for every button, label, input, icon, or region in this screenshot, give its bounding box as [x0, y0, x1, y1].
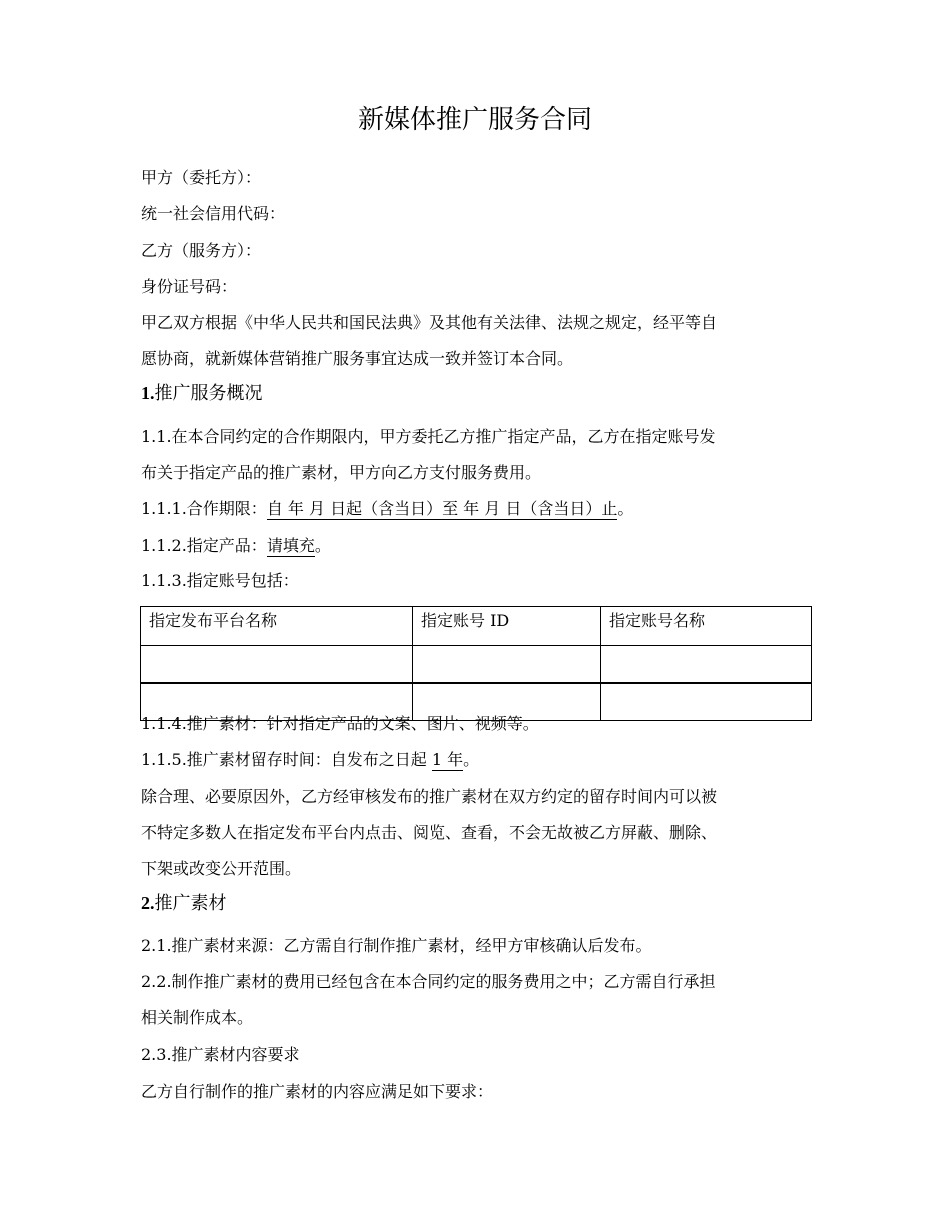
header-account-name: 指定账号名称 — [601, 607, 812, 646]
section-2-heading — [141, 892, 227, 915]
table-header-row — [141, 607, 812, 646]
clause-2-1: 2.1.推广素材来源：乙方需自行制作推广素材，经甲方审核确认后发布。 — [141, 936, 652, 955]
clause-2-2-line-1: 2.2.制作推广素材的费用已经包含在本合同约定的服务费用之中；乙方需自行承担 — [141, 972, 716, 991]
clause-1-1-2 — [141, 536, 331, 556]
clause-1-1-5 — [141, 750, 479, 770]
section-2-number: 2. — [141, 893, 155, 913]
clause-1-1-1 — [141, 499, 633, 519]
retention-para-line-2: 不特定多数人在指定发布平台内点击、阅览、查看，不会无故被乙方屏蔽、删除、 — [141, 823, 718, 842]
retention-period-field: 1 年 — [431, 750, 464, 769]
clause-1-1-line-2: 布关于指定产品的推广素材，甲方向乙方支付服务费用。 — [141, 463, 542, 482]
section-1-title: 推广服务概况 — [154, 383, 263, 404]
document-title: 新媒体推广服务合同 — [357, 105, 592, 135]
clause-1-1-1-end: 。 — [617, 499, 634, 518]
clause-1-1-2-end: 。 — [314, 536, 331, 555]
party-b-line: 乙方（服务方）： — [141, 241, 262, 260]
table-cell — [141, 646, 413, 684]
retention-para-line-1: 除合理、必要原因外，乙方经审核发布的推广素材在双方约定的留存时间内可以被 — [141, 787, 718, 806]
section-1-number: 1. — [141, 383, 155, 403]
clause-1-1-5-label: 1.1.5.推广素材留存时间：自发布之日起 — [141, 750, 432, 769]
table-row — [141, 646, 812, 684]
preamble-line-2: 愿协商，就新媒体营销推广服务事宜达成一致并签订本合同。 — [141, 349, 574, 368]
table-cell — [413, 646, 601, 684]
section-2-title: 推广素材 — [154, 893, 227, 914]
table-cell — [601, 646, 812, 684]
clause-2-3-body: 乙方自行制作的推广素材的内容应满足如下要求： — [141, 1082, 494, 1101]
party-a-line: 甲方（委托方）： — [141, 168, 262, 187]
clause-1-1-1-label: 1.1.1.合作期限： — [141, 499, 267, 518]
cooperation-period-field: 自 年 月 日起（含当日）至 年 月 日（含当日）止 — [266, 499, 618, 518]
retention-para-line-3: 下架或改变公开范围。 — [141, 859, 302, 878]
id-number-line: 身份证号码： — [141, 277, 238, 296]
section-1-heading — [141, 382, 263, 405]
clause-1-1-3: 1.1.3.指定账号包括： — [141, 571, 299, 590]
clause-2-3: 2.3.推广素材内容要求 — [141, 1045, 300, 1064]
clause-1-1-line-1: 1.1.在本合同约定的合作期限内，甲方委托乙方推广指定产品，乙方在指定账号发 — [141, 427, 716, 446]
header-account-id: 指定账号 ID — [413, 607, 601, 646]
table-cell — [601, 683, 812, 721]
header-platform-name: 指定发布平台名称 — [141, 607, 413, 646]
preamble-line-1: 甲乙双方根据《中华人民共和国民法典》及其他有关法律、法规之规定，经平等自 — [141, 313, 718, 332]
clause-1-1-5-end: 。 — [463, 750, 480, 769]
designated-product-field: 请填充 — [266, 536, 315, 555]
credit-code-line: 统一社会信用代码： — [141, 204, 286, 223]
clause-1-1-4: 1.1.4.推广素材：针对指定产品的文案、图片、视频等。 — [141, 714, 539, 733]
clause-1-1-2-label: 1.1.2.指定产品： — [141, 536, 267, 555]
clause-2-2-line-2: 相关制作成本。 — [141, 1008, 254, 1027]
accounts-table — [140, 606, 812, 721]
